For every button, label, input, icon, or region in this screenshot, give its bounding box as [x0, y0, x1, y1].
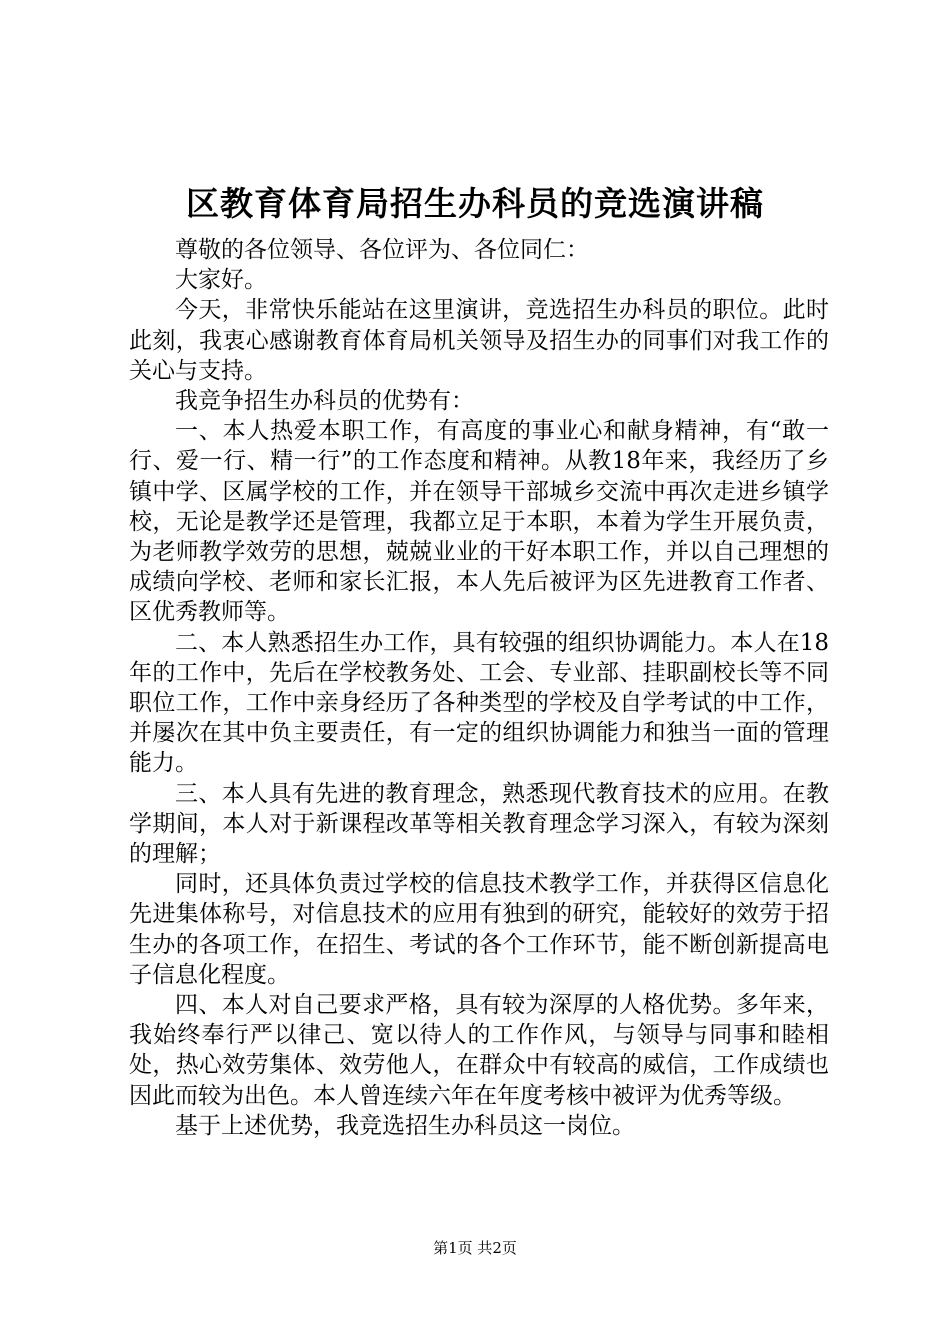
document-title: 区教育体育局招生办科员的竞选演讲稿 [186, 184, 764, 223]
paragraph-conclusion: 基于上述优势，我竞选招生办科员这一岗位。 [175, 1112, 635, 1139]
paragraph-salutation: 尊敬的各位领导、各位评为、各位同仁： [175, 237, 589, 263]
paragraph-advantage-one: 一、本人热爱本职工作，有高度的事业心和献身精神，有“敢一行、爱一行、精一行”的工作态度和精神。从教18年来，我经历了乡镇中学、区属学校的工作，并在领导干部城乡交流中再次走进乡镇学校，无论是教学还是管理，我都立足于本职，本着为学生开展负责，为老师教学效劳的思想，兢兢业业的干好本职工作，并以自己理想的成绩向学校、老师和家长汇报，本人先后被评为区先进教育工作者、区优秀教师等。 [129, 418, 829, 626]
paragraph-advantages-heading: 我竞争招生办科员的优势有： [175, 388, 474, 415]
paragraph-advantage-two: 二、本人熟悉招生办工作，具有较强的组织协调能力。本人在18年的工作中，先后在学校教务处、工会、专业部、挂职副校长等不同职位工作，工作中亲身经历了各种类型的学校及自学考试的中工作，并屡次在其中负主要责任，有一定的组织协调能力和独当一面的管理能力。 [129, 629, 829, 777]
document-body [129, 235, 829, 1141]
paragraph-advantage-three-continued: 同时，还具体负责过学校的信息技术教学工作，并获得区信息化先进集体称号，对信息技术的应用有独到的研究，能较好的效劳于招生办的各项工作，在招生、考试的各个工作环节，能不断创新提高电子信息化程度。 [129, 871, 829, 988]
paragraph-greeting: 大家好。 [175, 267, 267, 294]
paragraph-advantage-four: 四、本人对自己要求严格，具有较为深厚的人格优势。多年来，我始终奉行严以律己、宽以待人的工作作风，与领导与同事和睦相处，热心效劳集体、效劳他人，在群众中有较高的威信，工作成绩也因此而较为出色。本人曾连续六年在年度考核中被评为优秀等级。 [129, 992, 829, 1109]
page-number-footer: 第1页 共2页 [433, 1239, 517, 1257]
paragraph-intro: 今天，非常快乐能站在这里演讲，竞选招生办科员的职位。此时此刻，我衷心感谢教育体育局机关领导及招生办的同事们对我工作的关心与支持。 [129, 297, 829, 384]
paragraph-advantage-three: 三、本人具有先进的教育理念，熟悉现代教育技术的应用。在教学期间，本人对于新课程改革等相关教育理念学习深入，有较为深刻的理解； [129, 780, 829, 868]
